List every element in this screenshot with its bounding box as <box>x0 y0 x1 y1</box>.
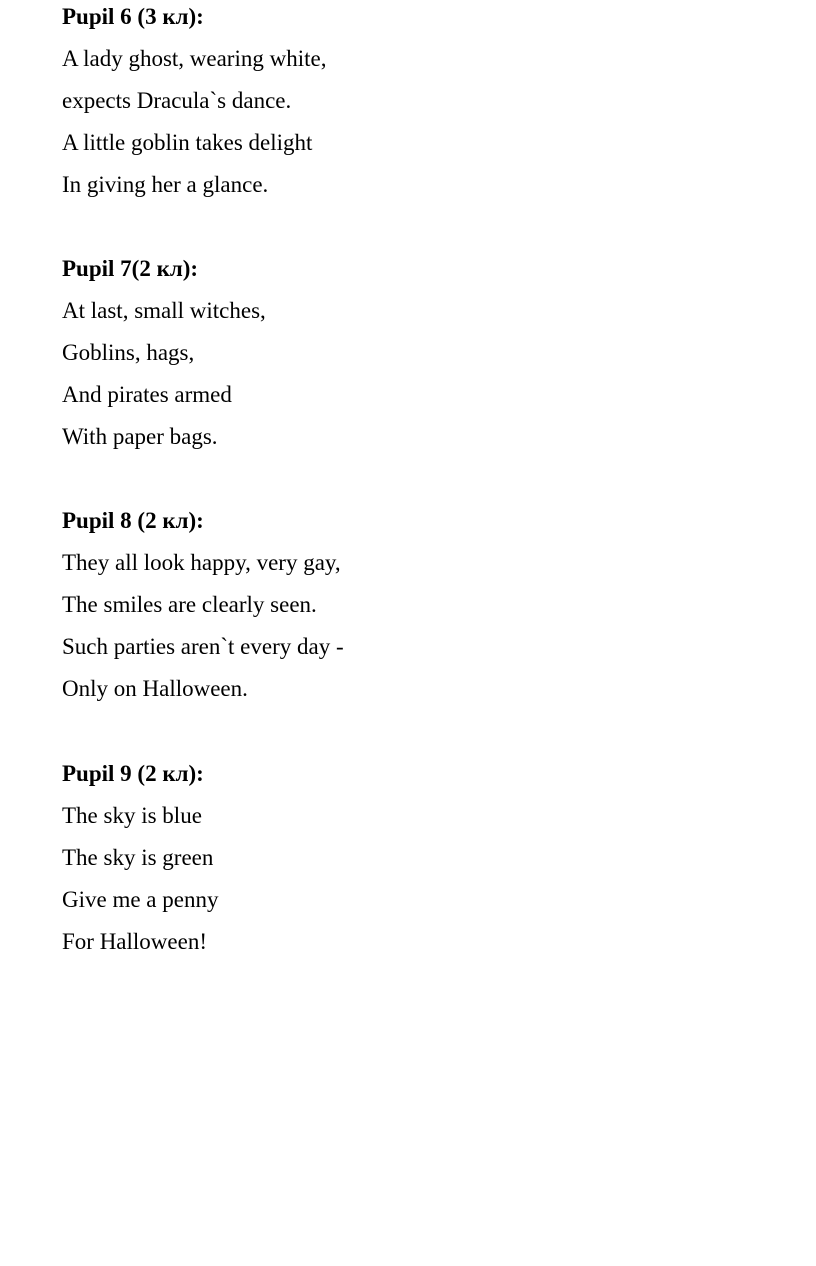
poem-line: The sky is blue <box>62 803 202 828</box>
poem-line: expects Dracula`s dance. <box>62 88 292 113</box>
poem-line: A little goblin takes delight <box>62 130 313 155</box>
poem-line: Goblins, hags, <box>62 340 195 365</box>
poem-line: And pirates armed <box>62 382 232 407</box>
stanza-heading: Pupil 8 (2 кл): <box>62 508 204 533</box>
poem-line: For Halloween! <box>62 929 207 954</box>
poem-line: With paper bags. <box>62 424 218 449</box>
poem-line: Give me a penny <box>62 887 219 912</box>
stanza-heading: Pupil 6 (3 кл): <box>62 4 204 29</box>
poem-line: At last, small witches, <box>62 298 266 323</box>
poem-line: The sky is green <box>62 845 214 870</box>
stanza-heading: Pupil 7(2 кл): <box>62 256 199 281</box>
stanza-pupil-9 <box>62 753 762 963</box>
stanza-pupil-7 <box>62 248 762 458</box>
stanza-pupil-6 <box>62 0 762 206</box>
stanza-heading: Pupil 9 (2 кл): <box>62 761 204 786</box>
poem-line: Such parties aren`t every day - <box>62 634 344 659</box>
poem-line: A lady ghost, wearing white, <box>62 46 327 71</box>
poem-line: Only on Halloween. <box>62 676 248 701</box>
stanza-pupil-8 <box>62 500 762 710</box>
poem-line: The smiles are clearly seen. <box>62 592 317 617</box>
poem-line: They all look happy, very gay, <box>62 550 341 575</box>
poem-line: In giving her a glance. <box>62 172 269 197</box>
